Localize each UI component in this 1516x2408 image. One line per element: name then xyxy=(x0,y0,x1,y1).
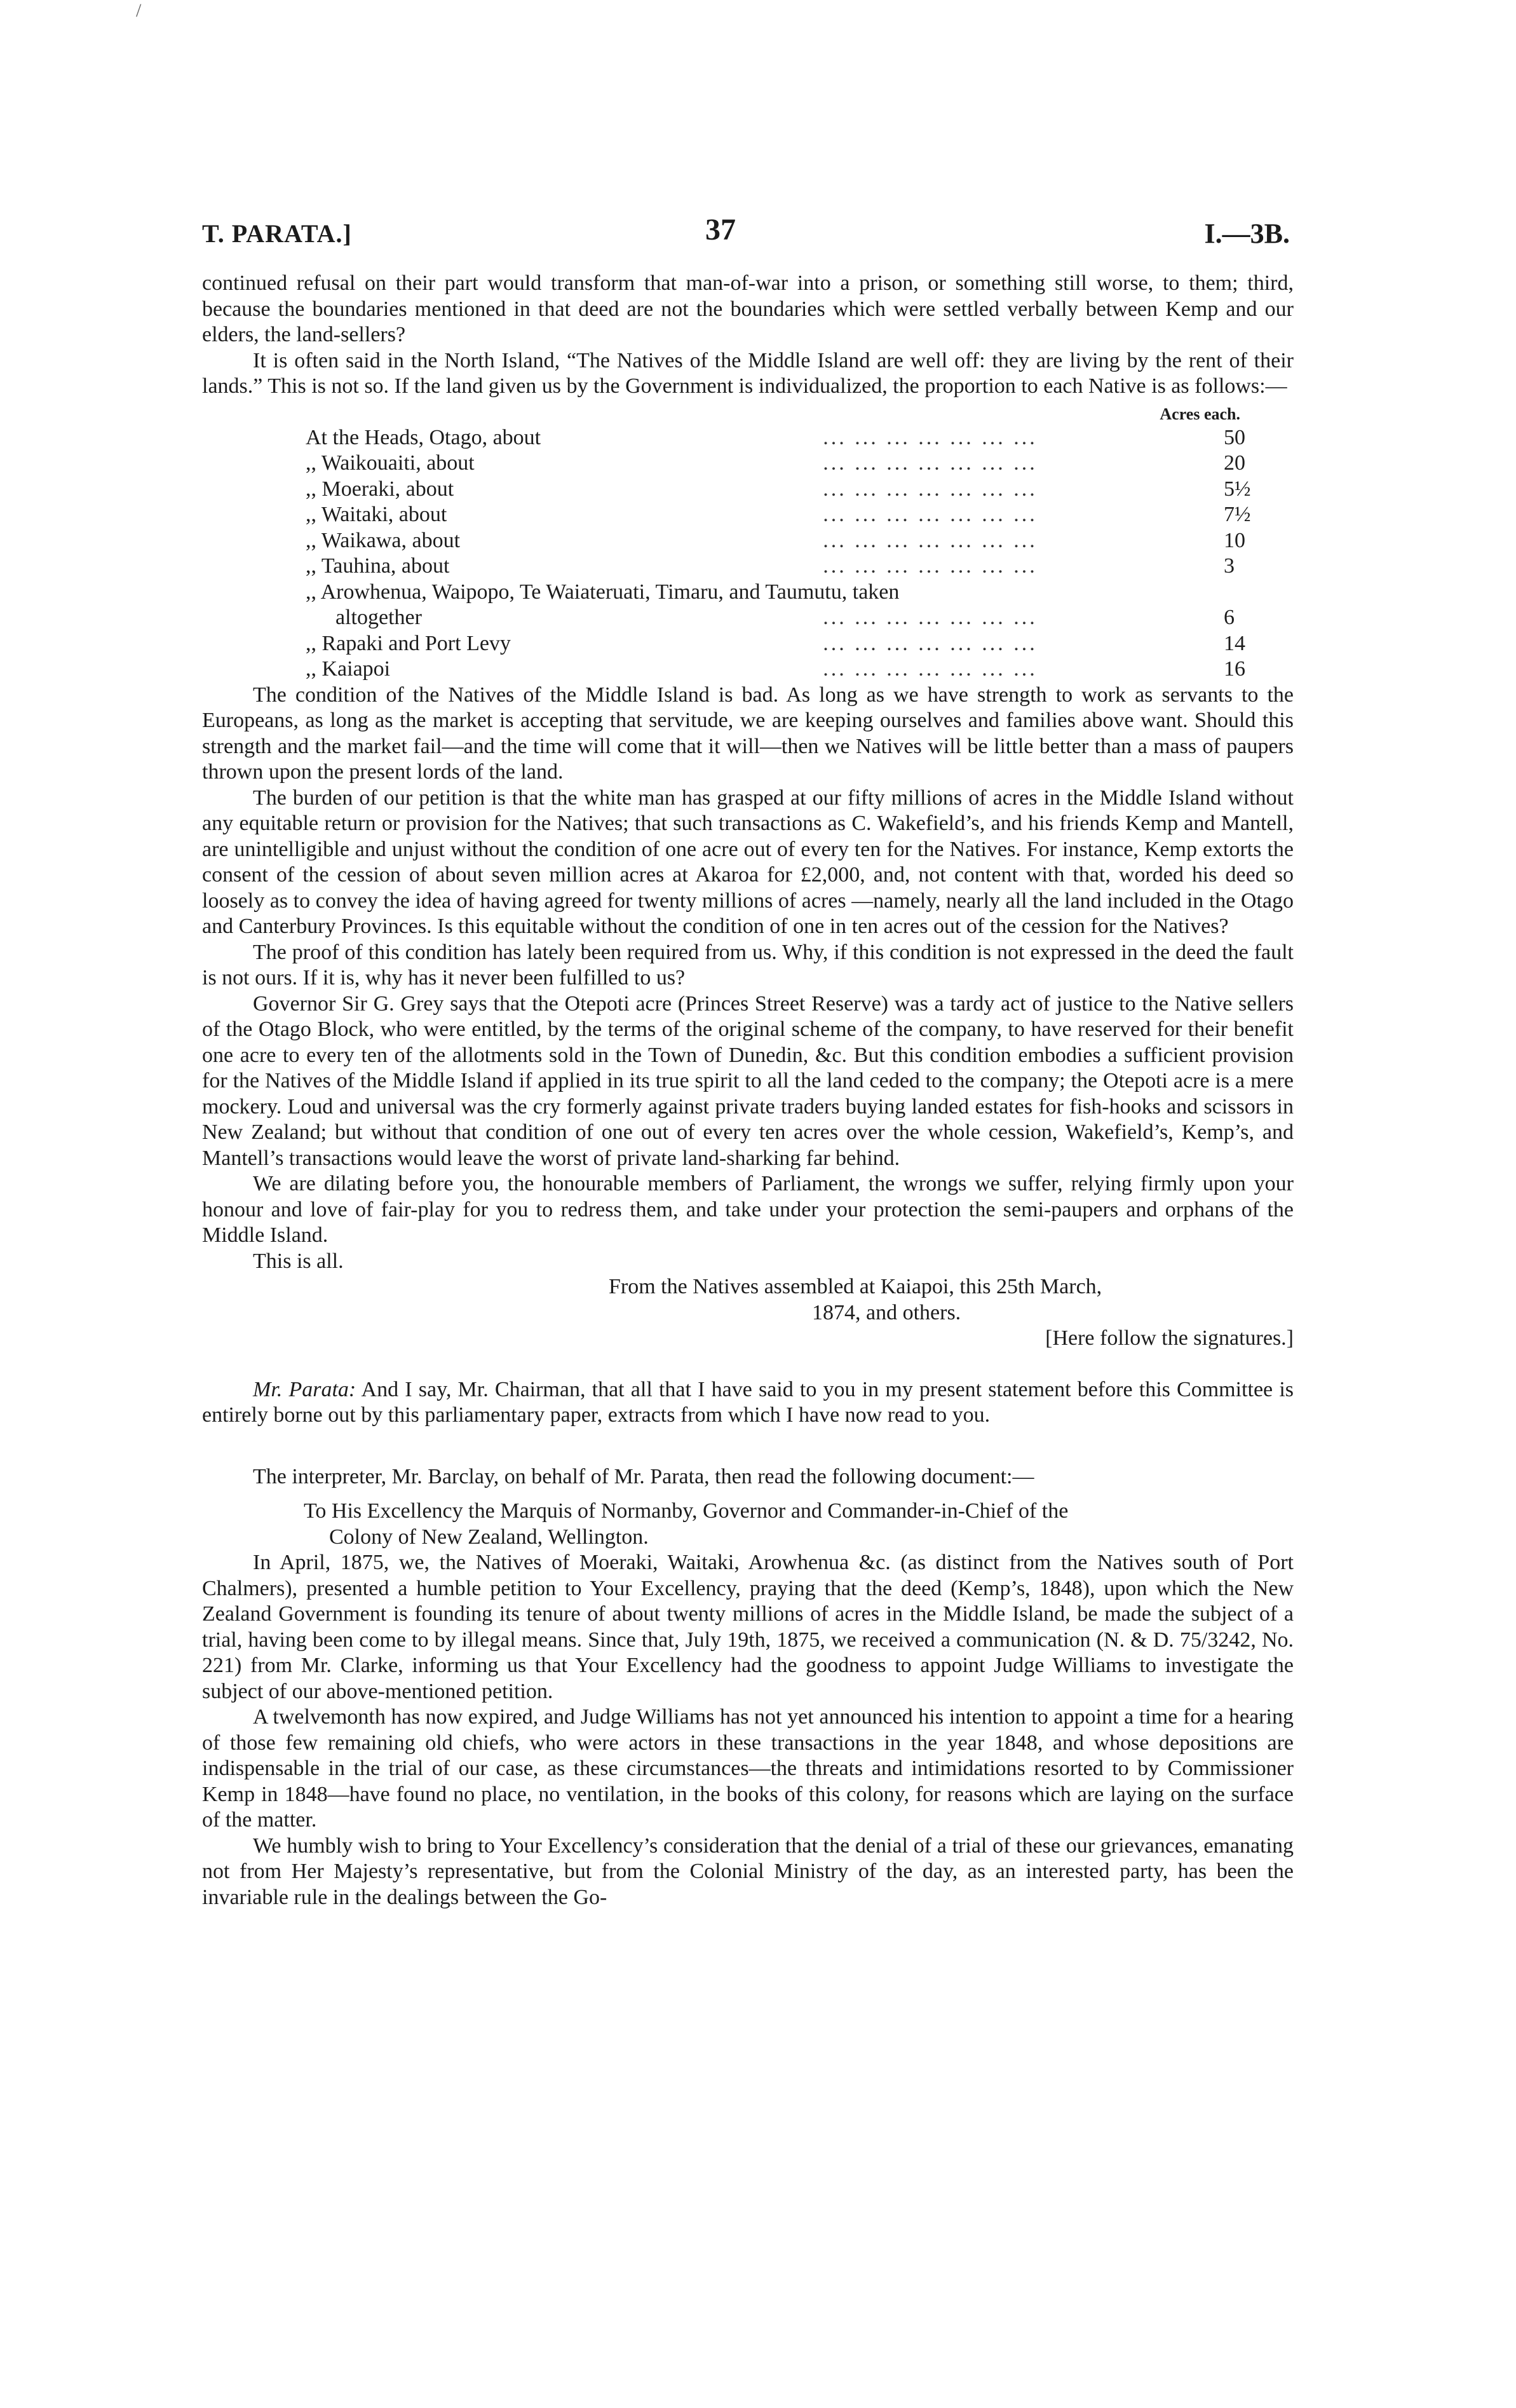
speaker-paragraph xyxy=(202,1377,1294,1429)
page-number: 37 xyxy=(705,213,736,247)
speaker-text: And I say, Mr. Chairman, that all that I have said to you in my present statement before this Committee is entirely borne out by this parliamentary paper, extracts from which I have now read to you. xyxy=(202,1377,1294,1427)
address-block xyxy=(202,1499,1294,1550)
acres-row xyxy=(202,656,1294,683)
acres-value: 16 xyxy=(1224,657,1245,681)
acres-place: ,, Kaiapoi xyxy=(306,657,391,681)
signature-note: [Here follow the signatures.] xyxy=(1045,1326,1294,1350)
acres-place: ,, Waikouaiti, about xyxy=(306,451,475,475)
paragraph: continued refusal on their part would transform that man-of-war into a prison, or something still worse, to them; third, because the boundaries mentioned in that deed are not the boundaries which were settled verbally between Kemp and our elders, the land-sellers? xyxy=(202,271,1294,346)
acres-row xyxy=(202,554,1294,580)
page-header xyxy=(202,212,1290,250)
acres-value: 6 xyxy=(1224,606,1235,629)
acres-table xyxy=(202,425,1294,683)
acres-value: 3 xyxy=(1224,554,1235,578)
acres-place: ,, Rapaki and Port Levy xyxy=(306,631,511,655)
acres-row xyxy=(202,631,1294,657)
acres-row xyxy=(202,451,1294,477)
speaker-name: Mr. Parata: xyxy=(253,1377,356,1401)
acres-row xyxy=(202,580,1294,606)
acres-value: 5½ xyxy=(1224,477,1251,501)
acres-row xyxy=(202,528,1294,554)
acres-leader-dots: ... ... ... ... ... ... ... xyxy=(823,425,1038,449)
acres-place: ,, Waikawa, about xyxy=(306,528,461,552)
acres-value: 7½ xyxy=(1224,503,1251,526)
acres-row xyxy=(202,502,1294,528)
paragraph: The condition of the Natives of the Middle Island is bad. As long as we have strength to work as servants to the Europeans, as long as the market is accepting that servitude, we are keeping ourselves and families above want. Should this strength and the market fail—and the time will come that it will—then we Natives will be little better than a mass of paupers thrown upon the present lords of the land. xyxy=(202,683,1294,784)
acres-place: ,, Arowhenua, Waipopo, Te Waiateruati, Timaru, and Taumutu, taken xyxy=(306,580,900,604)
paragraph: It is often said in the North Island, “The Natives of the Middle Island are well off: they are living by the rent of their lands.” This is not so. If the land given us by the Government is individualized, the proportion to each Native is as follows:— xyxy=(202,348,1294,398)
acres-place: altogether xyxy=(335,606,422,629)
acres-leader-dots: ... ... ... ... ... ... ... xyxy=(823,554,1038,578)
acres-value: 20 xyxy=(1224,451,1245,475)
acres-leader-dots: ... ... ... ... ... ... ... xyxy=(823,631,1038,655)
paragraph: Governor Sir G. Grey says that the Otepoti acre (Princes Street Reserve) was a tardy act of justice to the Native sellers of the Otago Block, who were entitled, by the terms of the original scheme of the company, to have reserved for their benefit one acre to every ten of the allotments sold in the Town of Dunedin, &c. But this condition embodies a sufficient provision for the Natives of the Middle Island if applied in its true spirit to all the land ceded to the company; the Otepoti acre is a mere mockery. Loud and universal was the cry formerly against private traders buying landed estates for fish-hooks and scissors in New Zealand; but without that condition of one out of every ten acres over the whole cession, Wakefield’s, Kemp’s, and Mantell’s transactions would leave the worst of private land-sharking far behind. xyxy=(202,991,1294,1170)
pen-mark: / xyxy=(136,0,142,21)
paragraph: The proof of this condition has lately been required from us. Why, if this condition is not expressed in the deed the fault is not ours. If it is, why has it never been fulfilled to us? xyxy=(202,940,1294,990)
signature-block xyxy=(202,1274,1294,1352)
acres-leader-dots: ... ... ... ... ... ... ... xyxy=(823,528,1038,552)
acres-place: At the Heads, Otago, about xyxy=(306,425,541,449)
paragraph: This is all. xyxy=(253,1249,344,1273)
acres-value: 10 xyxy=(1224,528,1245,552)
acres-leader-dots: ... ... ... ... ... ... ... xyxy=(823,657,1038,681)
page-body xyxy=(202,271,1294,1910)
acres-value: 14 xyxy=(1224,631,1245,655)
paragraph: We are dilating before you, the honourable members of Parliament, the wrongs we suffer, relying firmly upon your honour and love of fair-play for you to redress them, and take under your protection the semi-paupers and orphans of the Middle Island. xyxy=(202,1172,1294,1247)
acres-row xyxy=(202,425,1294,451)
acres-leader-dots: ... ... ... ... ... ... ... xyxy=(823,503,1038,526)
paragraph: We humbly wish to bring to Your Excellency’s consideration that the denial of a trial of these our grievances, emanating not from Her Majesty’s representative, but from the Colonial Ministry of the day, as an interested party, has been the invariable rule in the dealings between the Go- xyxy=(202,1833,1294,1909)
acres-leader-dots: ... ... ... ... ... ... ... xyxy=(823,477,1038,501)
acres-leader-dots: ... ... ... ... ... ... ... xyxy=(823,606,1038,629)
acres-place: ,, Tauhina, about xyxy=(306,554,450,578)
acres-row xyxy=(202,605,1294,631)
address-line: To His Excellency the Marquis of Normanby, Governor and Commander-in-Chief of the xyxy=(304,1499,1069,1523)
acres-column-header: Acres each. xyxy=(1160,404,1240,423)
acres-value: 50 xyxy=(1224,425,1245,449)
header-witness: T. PARATA.] xyxy=(202,219,352,248)
paragraph: The interpreter, Mr. Barclay, on behalf of Mr. Parata, then read the following document:— xyxy=(253,1464,1034,1488)
address-line: Colony of New Zealand, Wellington. xyxy=(329,1525,649,1549)
paragraph: A twelvemonth has now expired, and Judge Williams has not yet announced his intention to appoint a time for a hearing of those few remaining old chiefs, who were actors in these transactions in the year 1848, and whose depositions are indispensable in the trial of our case, as these circumstances—the threats and intimidations resorted to by Commissioner Kemp in 1848—have found no place, no ventilation, in the books of this colony, for reasons which are laying on the surface of the matter. xyxy=(202,1705,1294,1832)
signature-line: 1874, and others. xyxy=(812,1300,961,1324)
signature-line: From the Natives assembled at Kaiapoi, this 25th March, xyxy=(609,1275,1102,1298)
acres-place: ,, Waitaki, about xyxy=(306,503,447,526)
acres-place: ,, Moeraki, about xyxy=(306,477,454,501)
acres-row xyxy=(202,477,1294,503)
paper-reference: I.—3B. xyxy=(1204,218,1290,249)
paragraph: The burden of our petition is that the white man has grasped at our fifty millions of acres in the Middle Island without any equitable return or provision for the Natives; that such transactions as C. Wakefield’s, and his friends Kemp and Mantell, are unintelligible and unjust without the condition of one acre out of every ten for the Natives. For instance, Kemp extorts the consent of the cession of about seven million acres at Akaroa for £2,000, and, not content with that, worded his deed so loosely as to convey the idea of having agreed for twenty millions of acres —namely, nearly all the land included in the Otago and Canterbury Provinces. Is this equitable without the condition of one in ten acres out of the cession for the Natives? xyxy=(202,786,1294,938)
paragraph: In April, 1875, we, the Natives of Moeraki, Waitaki, Arowhenua &c. (as distinct from the Natives south of Port Chalmers), presented a humble petition to Your Excellency, praying that the deed (Kemp’s, 1848), upon which the New Zealand Government is founding its tenure of about twenty millions of acres in the Middle Island, be made the subject of a trial, having been come to by illegal means. Since that, July 19th, 1875, we received a communication (N. & D. 75/3242, No. 221) from Mr. Clarke, informing us that Your Excellency had the goodness to appoint Judge Williams to investigate the subject of our above-mentioned petition. xyxy=(202,1551,1294,1703)
acres-leader-dots: ... ... ... ... ... ... ... xyxy=(823,451,1038,475)
